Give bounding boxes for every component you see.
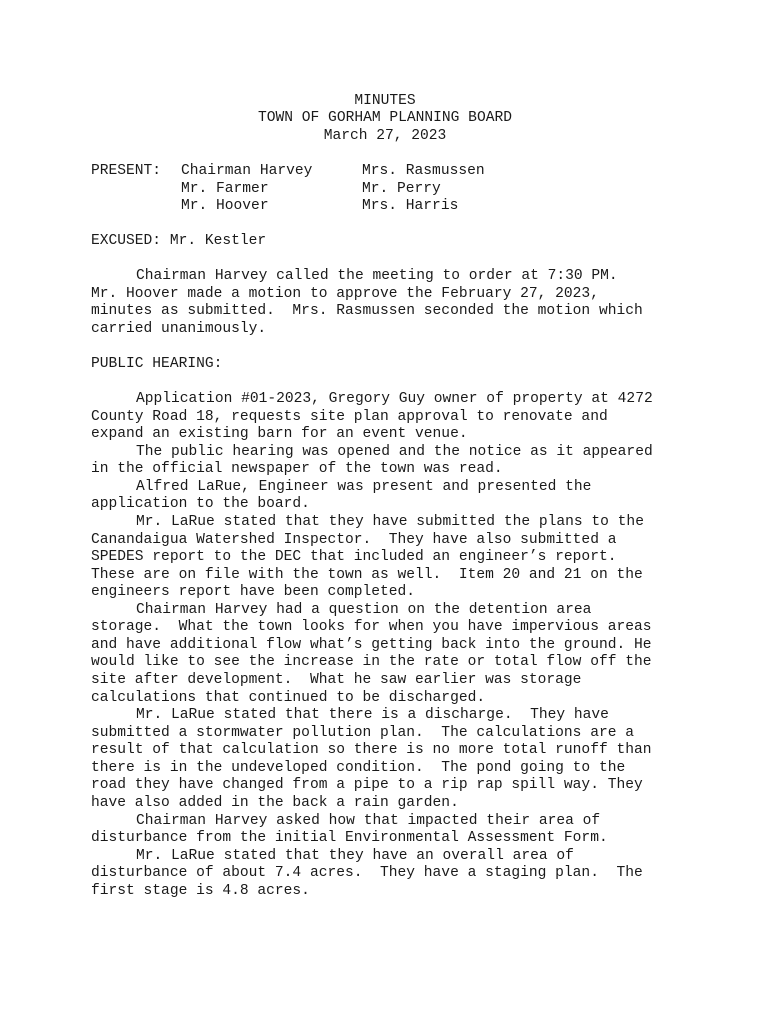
meeting-date: March 27, 2023 [323,128,447,144]
hearing-line: there is in the undeveloped condition. The pond going to the [91,760,626,776]
hearing-line: engineers report have been completed. [91,584,416,600]
board-name: TOWN OF GORHAM PLANNING BOARD [258,110,512,126]
present-member: Mrs. Harris [362,198,459,214]
hearing-line: Chairman Harvey had a question on the detention area [136,602,592,618]
present-member: Mr. Farmer [181,181,269,197]
hearing-line: Mr. LaRue stated that there is a discharge. They have [136,707,609,723]
hearing-line: submitted a stormwater pollution plan. The calculations are a [91,725,634,741]
hearing-line: County Road 18, requests site plan approval to renovate and [91,409,608,425]
hearing-line: Mr. LaRue stated that they have an overall area of [136,848,574,864]
hearing-line: Canandaigua Watershed Inspector. They have also submitted a [91,532,617,548]
hearing-line: road they have changed from a pipe to a rip rap spill way. They [91,777,643,793]
hearing-line: have also added in the back a rain garden. [91,795,459,811]
present-member: Mrs. Rasmussen [362,163,485,179]
hearing-line: The public hearing was opened and the notice as it appeared [136,444,653,460]
hearing-line: Alfred LaRue, Engineer was present and presented the [136,479,592,495]
excused-line: EXCUSED: Mr. Kestler [91,233,267,249]
hearing-line: in the official newspaper of the town was read. [91,461,503,477]
hearing-line: expand an existing barn for an event venue. [91,426,468,442]
hearing-line: result of that calculation so there is no more total runoff than [91,742,652,758]
hearing-line: disturbance from the initial Environmental Assessment Form. [91,830,608,846]
doc-title: MINUTES [354,93,416,109]
present-label: PRESENT: [91,163,162,179]
opening-line: carried unanimously. [91,321,267,337]
hearing-line: application to the board. [91,496,310,512]
opening-line: Chairman Harvey called the meeting to order at 7:30 PM. [136,268,618,284]
hearing-line: calculations that continued to be discharged. [91,690,486,706]
hearing-line: Mr. LaRue stated that they have submitted the plans to the [136,514,644,530]
present-member: Chairman Harvey [181,163,313,179]
hearing-line: first stage is 4.8 acres. [91,883,310,899]
hearing-line: site after development. What he saw earlier was storage [91,672,582,688]
hearing-line: would like to see the increase in the rate or total flow off the [91,654,652,670]
hearing-line: storage. What the town looks for when you have impervious areas [91,619,652,635]
hearing-line: These are on file with the town as well. Item 20 and 21 on the [91,567,643,583]
hearing-line: and have additional flow what’s getting back into the ground. He [91,637,652,653]
present-member: Mr. Hoover [181,198,269,214]
public-hearing-heading: PUBLIC HEARING: [91,356,223,372]
opening-line: minutes as submitted. Mrs. Rasmussen seconded the motion which [91,303,643,319]
hearing-line: Application #01-2023, Gregory Guy owner of property at 4272 [136,391,653,407]
present-member: Mr. Perry [362,181,441,197]
opening-line: Mr. Hoover made a motion to approve the February 27, 2023, [91,286,599,302]
hearing-line: disturbance of about 7.4 acres. They have a staging plan. The [91,865,643,881]
hearing-line: Chairman Harvey asked how that impacted their area of [136,813,601,829]
hearing-line: SPEDES report to the DEC that included an engineer’s report. [91,549,617,565]
